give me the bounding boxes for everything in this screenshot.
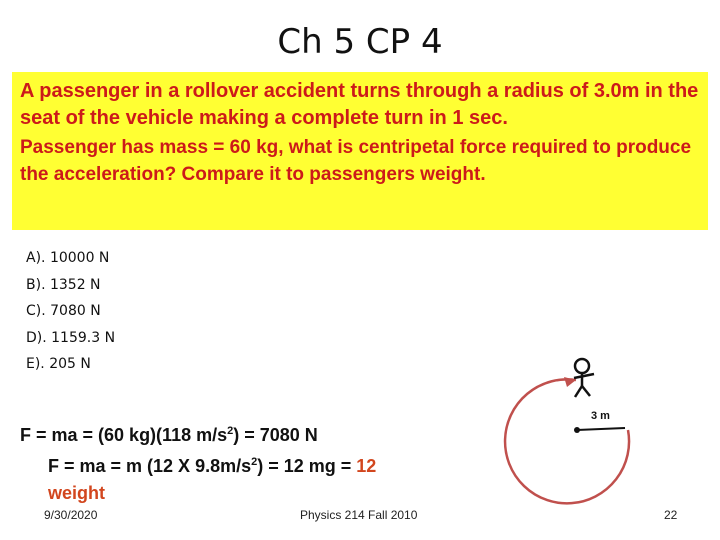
solution-line-2-result: ) = 12 mg = [257,456,357,476]
question-subtext: Passenger has mass = 60 kg, what is centripetal force required to produce the acceleration? Compare it to passengers weight. [20,137,692,185]
option-b: B). 1352 N [26,276,101,293]
solution-highlight-number: 12 [356,456,377,476]
radius-line [577,428,625,430]
option-a: A). 10000 N [26,250,110,266]
question-box [12,72,708,230]
solution-line-1-exponent: 2 [227,425,234,437]
solution-line-2 [20,449,376,480]
answer-options [26,245,115,378]
option-d: D). 1159.3 N [26,329,116,346]
rotation-circle-path [505,379,629,503]
solution-line-2-exponent: 2 [251,456,258,468]
rotation-diagram [500,350,680,510]
solution-line-2-text: F = ma = m (12 X 9.8m/s [48,456,252,476]
passenger-stick-figure-icon [574,359,594,397]
solution-line-1-text: F = ma = (60 kg)(118 m/s [20,425,228,445]
footer-page-number: 22 [664,508,678,522]
solution-line-1 [20,425,318,445]
slide-title: Ch 5 CP 4 [277,22,443,62]
solution-line-1-result: ) = 7080 N [233,425,318,445]
footer-date: 9/30/2020 [44,508,98,522]
footer-course: Physics 214 Fall 2010 [300,508,418,522]
option-e: E). 205 N [26,356,91,372]
solution-line-3: weight [48,483,105,503]
worked-solution [20,418,376,507]
radius-label: 3 m [591,410,610,422]
option-c: C). 7080 N [26,303,101,319]
question-text: A passenger in a rollover accident turns through a radius of 3.0m in the seat of the vehicle making a complete turn in 1 sec. [20,80,699,129]
